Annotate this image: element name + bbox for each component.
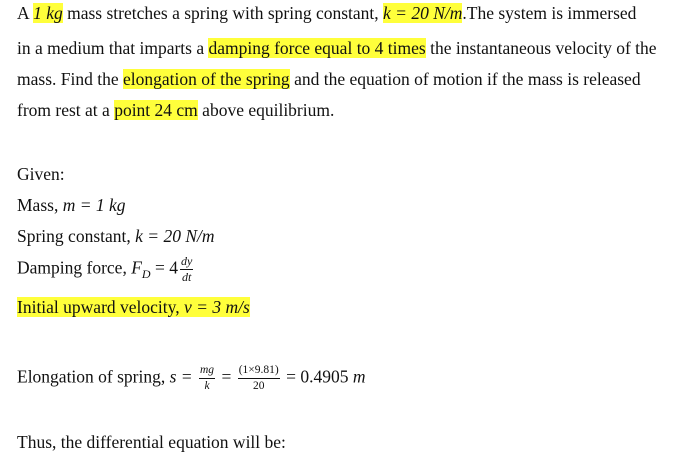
- math-expression: m = 1 kg: [62, 195, 126, 215]
- derivative-fraction: [180, 255, 193, 284]
- problem-line-4: [17, 99, 334, 121]
- text: A: [17, 3, 34, 23]
- problem-line-3: [17, 68, 641, 90]
- text: and the equation of motion if the mass is released: [289, 69, 641, 89]
- given-damping-force: [17, 255, 195, 285]
- math-subscript: D: [141, 267, 151, 282]
- fraction-numerator: dy: [180, 254, 193, 268]
- elongation-equation: [17, 364, 365, 393]
- text: mass. Find the: [17, 69, 123, 89]
- text: above equilibrium.: [197, 100, 335, 120]
- text: .The system is immersed: [462, 3, 637, 23]
- fraction-denominator: k: [204, 380, 210, 392]
- math-equals: =: [217, 366, 236, 387]
- math-equals: = 4: [150, 257, 178, 278]
- label: Damping force,: [17, 257, 132, 278]
- text: mass stretches a spring with spring constant,: [62, 3, 384, 23]
- given-heading: Given:: [17, 164, 65, 184]
- fraction-denominator: dt: [181, 270, 192, 284]
- fraction-numerator: mg: [199, 364, 215, 379]
- fraction-values: [238, 364, 280, 393]
- highlight-spring-constant: k = 20 N/m: [383, 3, 463, 23]
- label: Initial upward velocity,: [17, 297, 185, 317]
- conclusion-line: Thus, the differential equation will be:: [17, 432, 286, 452]
- label: Spring constant,: [17, 226, 136, 246]
- fraction-numerator: (1×9.81): [238, 364, 280, 379]
- math-var: s =: [169, 366, 197, 387]
- text: in a medium that imparts a: [17, 38, 209, 58]
- math-var: F: [131, 257, 142, 278]
- fraction-denominator: 20: [252, 380, 265, 392]
- problem-line-1: [17, 2, 636, 24]
- highlight-elongation: elongation of the spring: [122, 69, 290, 89]
- text: the instantaneous velocity of the: [425, 38, 657, 58]
- result-value: = 0.4905: [281, 366, 353, 387]
- given-spring-constant: [17, 225, 215, 247]
- label: Elongation of spring,: [17, 366, 170, 387]
- math-expression: k = 20 N/m: [135, 226, 215, 246]
- fraction-mg-over-k: [199, 364, 215, 393]
- highlight-velocity: [17, 297, 250, 317]
- given-velocity: [17, 296, 250, 318]
- highlight-mass: 1 kg: [33, 3, 63, 23]
- given-mass: [17, 194, 126, 216]
- math-expression: v = 3 m/s: [184, 297, 250, 317]
- text: from rest at a: [17, 100, 115, 120]
- problem-line-2: [17, 37, 657, 59]
- highlight-point: point 24 cm: [114, 100, 198, 120]
- result-unit: m: [352, 366, 366, 387]
- label: Mass,: [17, 195, 63, 215]
- highlight-damping: damping force equal to 4 times: [208, 38, 426, 58]
